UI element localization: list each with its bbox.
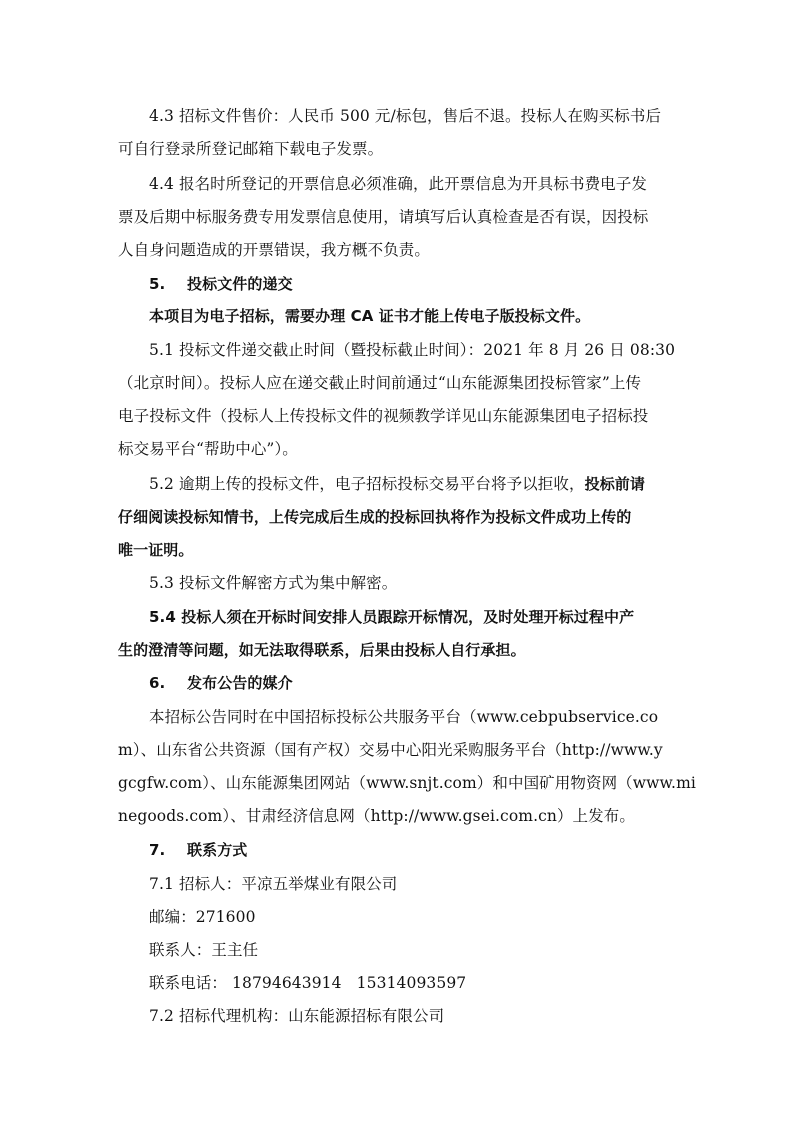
paragraph-4-4-line-3: 人自身问题造成的开票错误，我方概不负责。 <box>118 241 431 259</box>
paragraph-5-2-line-3: 唯一证明。 <box>118 541 194 559</box>
section-6-number: 6. <box>149 674 166 692</box>
paragraph-5-1-line-3: 电子投标文件（投标人上传投标文件的视频教学详见山东能源集团电子招标投 <box>118 407 649 425</box>
paragraph-4-3-line-2: 可自行登录所登记邮箱下载电子发票。 <box>118 140 384 158</box>
paragraph-5-2-bold-text: 投标前请 <box>584 475 645 493</box>
paragraph-5-3: 5.3 投标文件解密方式为集中解密。 <box>149 574 398 592</box>
paragraph-5-2-line-2: 仔细阅读投标知情书，上传完成后生成的投标回执将作为投标文件成功上传的 <box>118 508 632 526</box>
paragraph-4-4-line-1: 4.4 报名时所登记的开票信息必须准确，此开票信息为开具标书费电子发 <box>149 175 647 193</box>
paragraph-5-4-line-2: 生的澄清等问题，如无法取得联系，后果由投标人自行承担。 <box>118 641 526 659</box>
paragraph-6-line-1: 本招标公告同时在中国招标投标公共服务平台（www.cebpubservice.co <box>149 708 659 726</box>
paragraph-5-2-line-1 <box>149 474 645 494</box>
paragraph-5-1-line-4: 标交易平台“帮助中心”）。 <box>118 440 298 458</box>
paragraph-6-line-2: m）、山东省公共资源（国有产权）交易中心阳光采购服务平台（http://www.y <box>118 741 663 759</box>
paragraph-5-1-line-1: 5.1 投标文件递交截止时间（暨投标截止时间）：2021 年 8 月 26 日 08:30 <box>149 341 676 359</box>
paragraph-5-1-line-2: （北京时间）。投标人应在递交截止时间前通过“山东能源集团投标管家”上传 <box>118 374 642 392</box>
contact-phone-line: 联系电话： 18794643914 15314093597 <box>149 974 467 992</box>
paragraph-6-line-4: negoods.com）、甘肃经济信息网（http://www.gsei.com.cn）上发布。 <box>118 807 635 825</box>
paragraph-4-4-line-2: 票及后期中标服务费专用发票信息使用，请填写后认真检查是否有误，因投标 <box>118 208 649 226</box>
contact-person-line: 联系人：王主任 <box>149 941 259 959</box>
postcode-line: 邮编：271600 <box>149 908 256 926</box>
section-5-heading <box>149 274 293 294</box>
section-6-title: 发布公告的媒介 <box>187 674 293 692</box>
section-6-heading <box>149 673 293 693</box>
paragraph-5-4-line-1: 5.4 投标人须在开标时间安排人员跟踪开标情况，及时处理开标过程中产 <box>149 608 635 626</box>
section-7-title: 联系方式 <box>187 841 248 859</box>
paragraph-6-line-3: gcgfw.com）、山东能源集团网站（www.snjt.com）和中国矿用物资网（www.mi <box>118 774 696 792</box>
paragraph-4-3-line-1: 4.3 招标文件售价：人民币 500 元/标包，售后不退。投标人在购买标书后 <box>149 107 662 125</box>
agency-line: 7.2 招标代理机构：山东能源招标有限公司 <box>149 1007 445 1025</box>
section-7-number: 7. <box>149 841 166 859</box>
tenderer-line: 7.1 招标人：平凉五举煤业有限公司 <box>149 875 398 893</box>
paragraph-5-2-normal-text: 5.2 逾期上传的投标文件，电子招标投标交易平台将予以拒收， <box>149 475 585 493</box>
section-5-number: 5. <box>149 275 166 293</box>
section-5-title: 投标文件的递交 <box>187 275 293 293</box>
section-5-notice: 本项目为电子招标，需要办理 CA 证书才能上传电子版投标文件。 <box>149 307 591 325</box>
section-7-heading <box>149 840 247 860</box>
